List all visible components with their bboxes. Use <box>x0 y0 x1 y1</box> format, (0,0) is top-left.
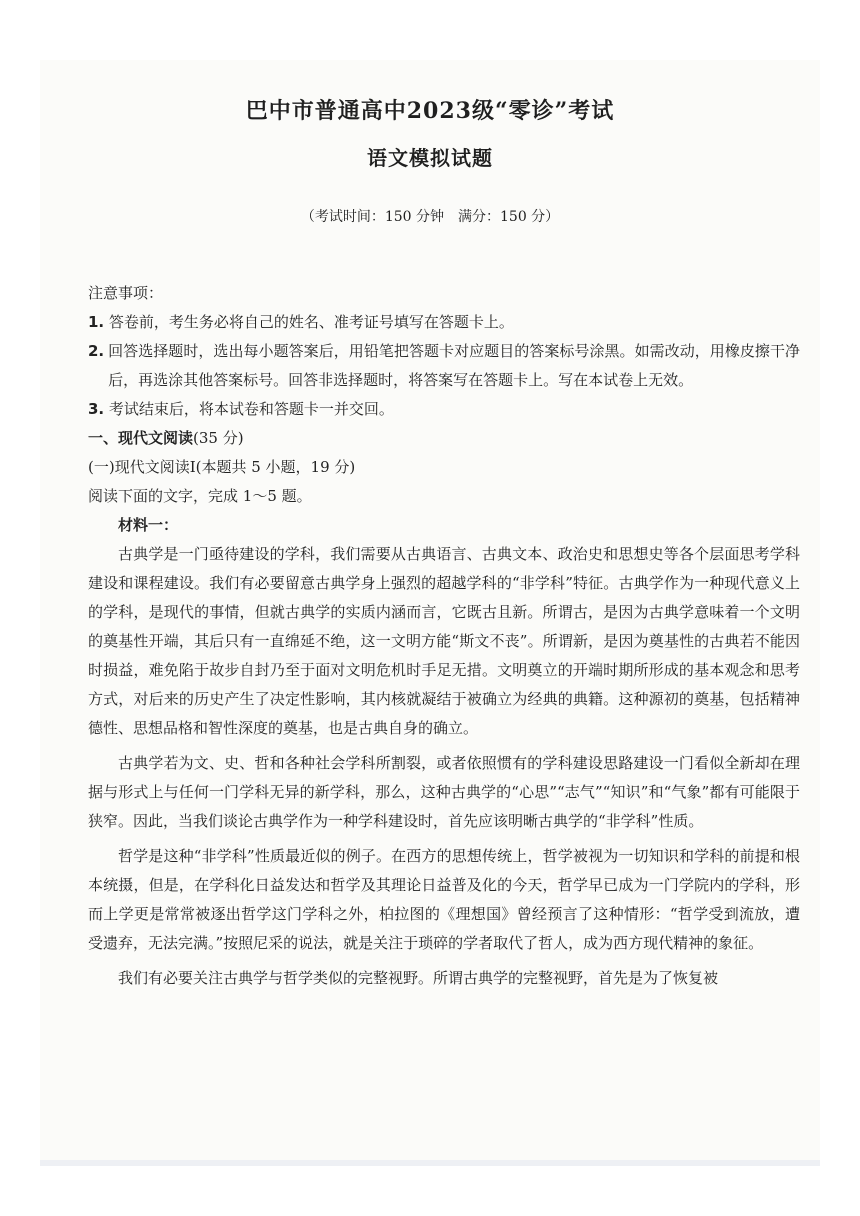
section-score: (35 分) <box>193 429 244 447</box>
document-body <box>88 279 800 993</box>
paragraph: 我们有必要关注古典学与哲学类似的完整视野。所谓古典学的完整视野，首先是为了恢复被 <box>118 969 719 987</box>
note-number: 2. <box>88 342 105 360</box>
page-title: 巴中市普通高中2023级“零诊”考试 <box>245 98 615 124</box>
note-text: 回答选择题时，选出每小题答案后，用铅笔把答题卡对应题目的答案标号涂黑。如需改动，用橡皮擦干净后，再选涂其他答案标号。回答非选择题时，将答案写在答题卡上。写在本试卷上无效。 <box>108 342 800 389</box>
note-item <box>88 395 800 424</box>
note-item <box>88 337 800 395</box>
section-title: 一、现代文阅读 <box>88 429 194 447</box>
section-subheading: (一)现代文阅读Ⅰ(本题共 5 小题，19 分) <box>88 458 356 476</box>
note-number: 3. <box>88 400 105 418</box>
notes-heading: 注意事项： <box>88 284 164 302</box>
reading-instruction: 阅读下面的文字，完成 1～5 题。 <box>88 487 312 505</box>
page-subtitle: 语文模拟试题 <box>367 146 493 170</box>
page-bottom-edge <box>40 1160 820 1166</box>
material-label: 材料一： <box>118 516 179 534</box>
paragraph: 古典学是一门亟待建设的学科，我们需要从古典语言、古典文本、政治史和思想史等各个层面思考学科建设和课程建设。我们有必要留意古典学身上强烈的超越学科的“非学科”特征。古典学作为一种现代意义上的学科，是现代的事情，但就古典学的实质内涵而言，它既古且新。所谓古，是因为古典学意味着一个文明的奠基性开端，其后只有一直绵延不绝，这一文明方能“斯文不丧”。所谓新，是因为奠基性的古典若不能因时损益，难免陷于故步自封乃至于面对文明危机时手足无措。文明奠立的开端时期所形成的基本观念和思考方式，对后来的历史产生了决定性影响，其内核就凝结于被确立为经典的典籍。这种源初的奠基，包括精神德性、思想品格和智性深度的奠基，也是古典自身的确立。 <box>88 545 800 737</box>
note-item <box>88 308 800 337</box>
section-heading <box>88 424 800 453</box>
note-number: 1. <box>88 313 105 331</box>
note-text: 考试结束后，将本试卷和答题卡一并交回。 <box>108 400 394 418</box>
paragraph: 哲学是这种“非学科”性质最近似的例子。在西方的思想传统上，哲学被视为一切知识和学科的前提和根本统摄，但是，在学科化日益发达和哲学及其理论日益普及化的今天，哲学早已成为一门学院内的学科，形而上学更是常常被逐出哲学这门学科之外，柏拉图的《理想国》曾经预言了这种情形：“哲学受到流放，遭受遗弃，无法完满。”按照尼采的说法，就是关注于琐碎的学者取代了哲人，成为西方现代精神的象征。 <box>88 847 800 952</box>
note-text: 答卷前，考生务必将自己的姓名、准考证号填写在答题卡上。 <box>108 313 514 331</box>
exam-info: （考试时间：150 分钟 满分：150 分） <box>300 209 560 225</box>
paragraph: 古典学若为文、史、哲和各种社会学科所割裂，或者依照惯有的学科建设思路建设一门看似全新却在理据与形式上与任何一门学科无异的新学科，那么，这种古典学的“心思”“志气”“知识”和“气象”都有可能限于狭窄。因此，当我们谈论古典学作为一种学科建设时，首先应该明晰古典学的“非学科”性质。 <box>88 754 800 830</box>
